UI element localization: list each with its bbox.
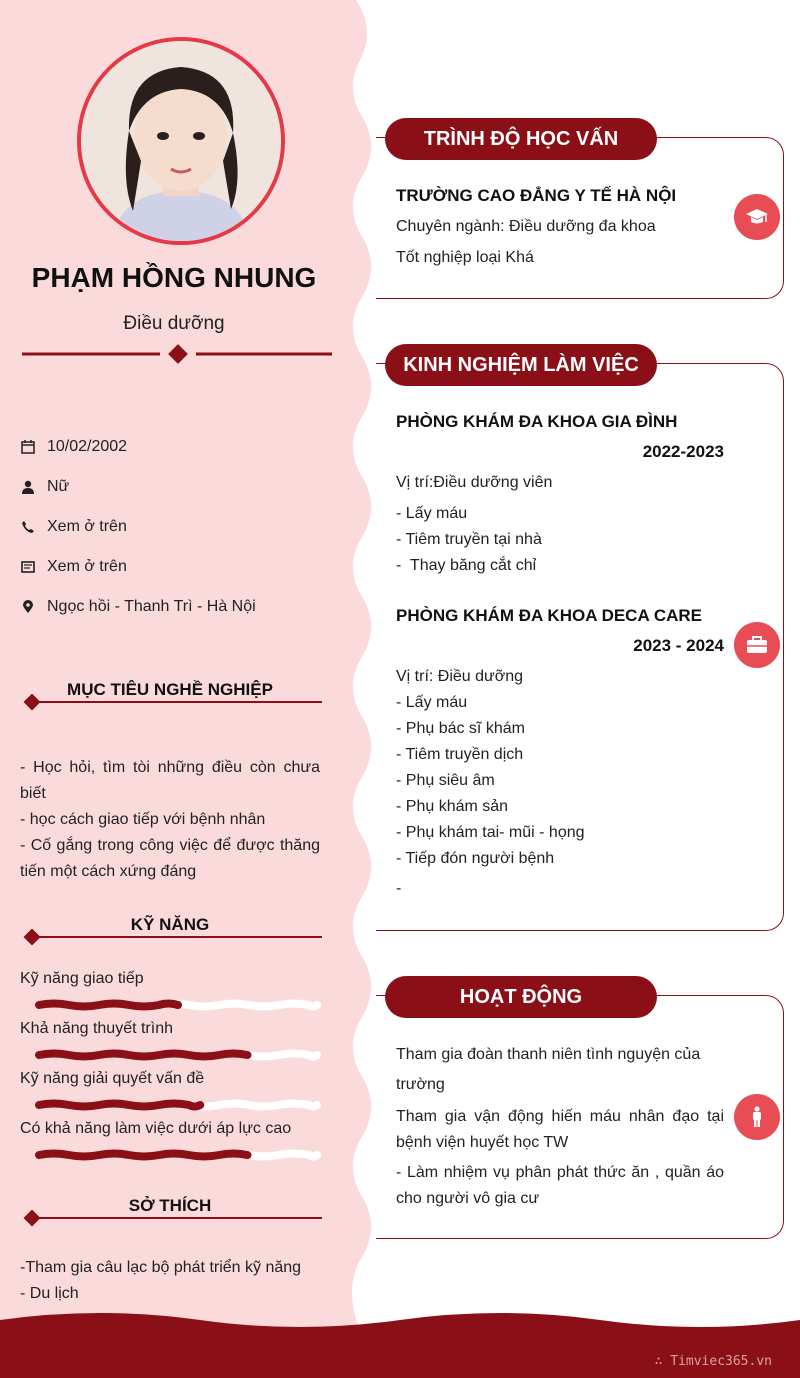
activity-line: - Làm nhiệm vụ phân phát thức ăn , quần áo cho người vô gia cư [396,1164,724,1207]
skill-bar [35,1148,321,1162]
hobbies-divider [22,1210,322,1228]
job-task: - Tiêm truyền dịch [396,746,524,763]
activity-line: Tham gia vận động hiến máu nhân đạo tại bệnh viện huyết học TW [396,1108,724,1151]
job-task: - [396,880,402,897]
job-company: PHÒNG KHÁM ĐA KHOA GIA ĐÌNH [396,412,678,431]
objective-divider [22,694,322,712]
info-email [20,556,127,578]
candidate-name: PHẠM HỒNG NHUNG [31,262,317,293]
envelope-icon [20,559,36,575]
hobby-line: - Du lịch [20,1285,79,1302]
hobbies-title: SỞ THÍCH [128,1196,212,1215]
user-icon [20,479,36,495]
activity-line: Tham gia đoàn thanh niên tình nguyện của trường [396,1046,701,1093]
address-value: Ngọc hồi - Thanh Trì - Hà Nội [47,598,256,615]
phone-value: Xem ở trên [47,518,127,535]
job-task: - Lấy máu [396,505,468,522]
skills-title: KỸ NĂNG [130,915,210,934]
job-task: - Phụ bác sĩ khám [396,720,525,737]
education-title: TRÌNH ĐỘ HỌC VẤN [385,118,657,160]
skill-label: Kỹ năng giao tiếp [20,970,144,987]
avatar [77,37,285,245]
skill-bar [35,998,321,1012]
education-school: TRƯỜNG CAO ĐẲNG Y TẾ HÀ NỘI [396,186,677,205]
gender-value: Nữ [47,478,70,495]
job-position: Vị trí: Điều dưỡng [396,668,524,685]
info-address [20,596,256,618]
education-grade: Tốt nghiệp loại Khá [396,249,534,266]
hobby-line: -Tham gia câu lạc bộ phát triển kỹ năng [20,1259,302,1276]
job-task: - Phụ khám tai- mũi - họng [396,824,585,841]
skill-bar [35,1048,321,1062]
job-task: - Phụ siêu âm [396,772,495,789]
info-phone [20,516,127,538]
job-task: - Tiếp đón người bệnh [396,850,555,867]
activities-title: HOẠT ĐỘNG [385,976,657,1018]
job-company: PHÒNG KHÁM ĐA KHOA DECA CARE [396,606,702,625]
watermark: ∴ Timviec365.vn [654,1354,772,1369]
job-position: Vị trí:Điều dưỡng viên [396,474,553,491]
phone-icon [20,519,36,535]
birthdate-value: 10/02/2002 [47,438,128,455]
job-task: - Phụ khám sản [396,798,509,815]
name-divider [22,344,332,364]
hobbies-text [20,1255,320,1307]
job-task: - Tiêm truyền tại nhà [396,531,542,548]
skill-label: Kỹ năng giải quyết vấn đề [20,1070,205,1087]
person-icon [734,1094,780,1140]
job-task: - Lấy máu [396,694,468,711]
experience-title: KINH NGHIỆM LÀM VIỆC [385,344,657,386]
job-years: 2022-2023 [642,442,724,461]
calendar-icon [20,439,36,455]
map-pin-icon [20,599,36,615]
skill-bar [35,1098,321,1112]
job-task: - Thay băng cắt chỉ [396,557,537,574]
objective-line: - Cố gắng trong công việc để được thăng tiến một cách xứng đáng [20,837,320,880]
graduation-cap-icon [734,194,780,240]
skill-label: Có khả năng làm việc dưới áp lực cao [20,1120,292,1137]
education-major: Chuyên ngành: Điều dưỡng đa khoa [396,218,656,235]
info-gender [20,476,69,498]
candidate-role: Điều dưỡng [123,313,225,334]
info-birthdate [20,436,127,458]
skills-divider [22,929,322,947]
objective-title: MỤC TIÊU NGHỀ NGHIỆP [67,680,273,699]
skill-label: Khả năng thuyết trình [20,1020,173,1037]
objective-text [20,755,320,885]
email-value: Xem ở trên [47,558,127,575]
objective-line: - Học hỏi, tìm tòi những điều còn chưa biết [20,759,320,802]
objective-line: - học cách giao tiếp với bệnh nhân [20,811,266,828]
job-years: 2023 - 2024 [633,636,724,655]
briefcase-icon [734,622,780,668]
